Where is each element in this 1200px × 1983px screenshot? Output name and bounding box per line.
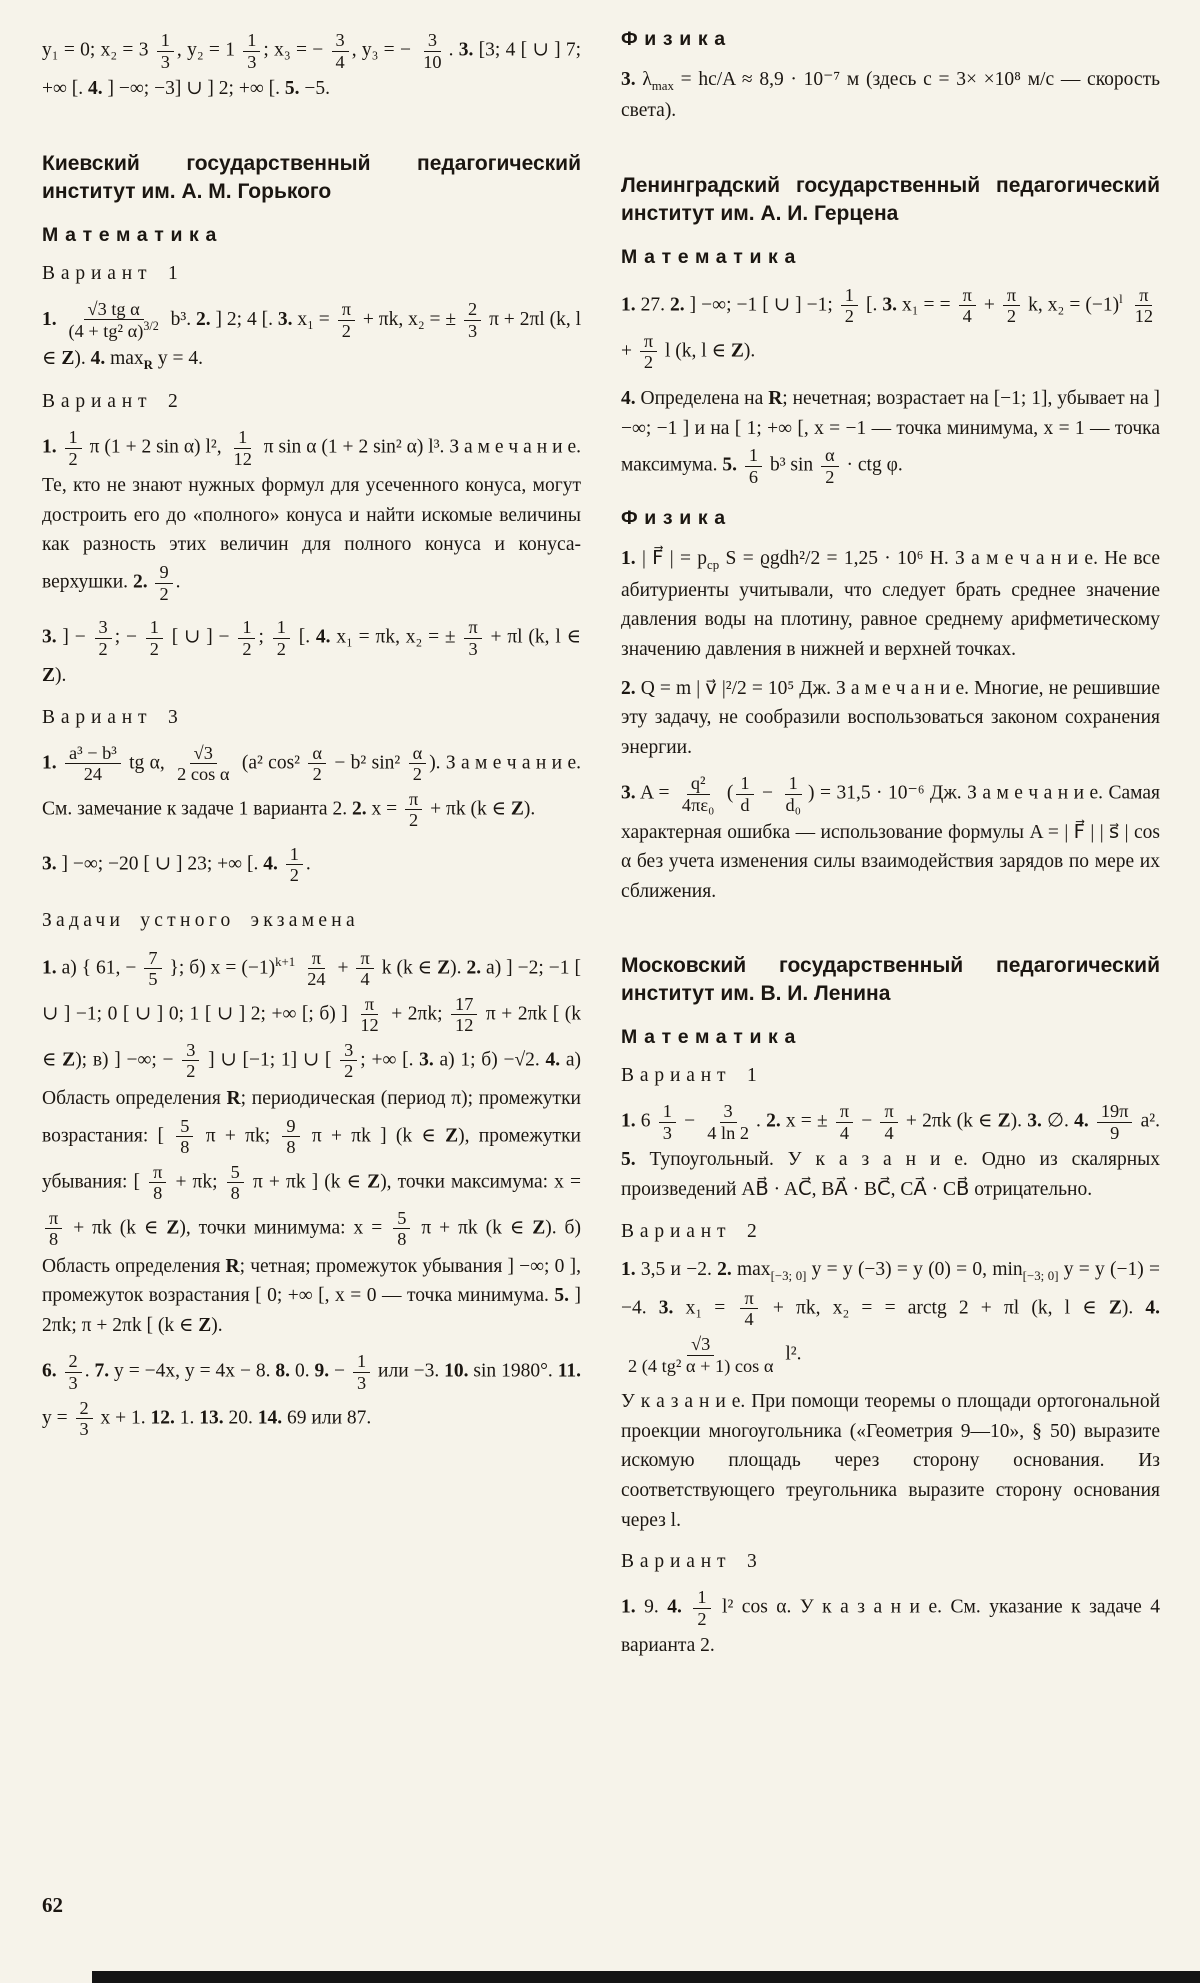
moscow-variant-1-answers: 1. 6 $\frac{1}{3}$ − $\frac{3}{4 \ln 2}$ . 2. x = ± $\frac{\pi}{4}$ − $\frac{\pi}{4}$ + 2πk (k ∈ Z). 3. ∅. 4. $\frac{19\pi}{9}$ a². 5. Тупоугольный. У к а з а н и е. Одно из скалярных произведений AB⃗ · AC⃗, BA⃗ · BC⃗, CA⃗ · CB⃗ отрицательно. xyxy=(621,1101,1161,1200)
variant-1-label: Вариант 1 xyxy=(621,1065,763,1087)
variant-2-answers: 1. $\frac{1}{2}$ π (1 + 2 sin α) l², $\frac{1}{12}$ π sin α (1 + 2 sin² α) l³. З а м е ч а н и е. Те, кто не знают нужных формул для усеченного конуса, могут достроить его до «полного» конуса и найти искомые величины как разность этих величин для полного конуса и конуса-верхушки. 2. $\frac{9}{2}$ . xyxy=(42,427,581,604)
variant-3-label: Вариант 3 xyxy=(42,706,184,728)
institute-heading-moscow: Московский государственный педагогический институт им. В. И. Ленина xyxy=(621,954,1160,1006)
oral-exam-heading: Задачи устного экзамена xyxy=(42,909,359,931)
variant-1-label: Вариант 1 xyxy=(42,262,184,284)
oral-exam-answers-continued: 6. $\frac{2}{3}$ . 7. y = −4x, y = 4x − 8. 8. 0. 9. − $\frac{1}{3}$ или −3. 10. sin 1980°. 11. y = $\frac{2}{3}$ x + 1. 12. 1. 13. 20. 14. 69 или 87. xyxy=(42,1351,581,1440)
institute-heading-kiev: Киевский государственный педагогический институт им. А. М. Горького xyxy=(42,151,581,203)
institute-heading-leningrad: Ленинградский государственный педагогический институт им. А. И. Герцена xyxy=(621,174,1160,225)
leningrad-math-answers: 1. 27. 2. ] −∞; −1 [ ∪ ] −1; $\frac{1}{2}$ [. 3. x₁ = = $\frac{\pi}{4}$ + $\frac{\pi}{2}$ k, $x_2 = (-1)^l$ $\frac{\pi}{12}$ + $\frac{\pi}{2}$ l (k, l ∈ Z). xyxy=(621,284,1154,373)
subject-label-physics: Физика xyxy=(621,507,732,530)
variant-2-label: Вариант 2 xyxy=(42,391,184,413)
moscow-variant-3-answers: 1. 9. 4. $\frac{1}{2}$ l² cos α. У к а з а н и е. См. указание к задаче 4 варианта 2. xyxy=(621,1587,1161,1657)
page-number: 62 xyxy=(42,1893,63,1917)
moscow-variant-2-answers: 1. 3,5 и −2. 2. $\max_{[-3; 0]} y = y$ (−3) = y (0) = 0, $\min_{[-3; 0]} y = y$ (−1) = −4. 3. x₁ = $\frac{\pi}{4}$ + πk, x₂ = = arctg 2 + πl (k, l ∈ Z). 4. $\frac{√3}{\text{2 (4 tg² α + 1) cos α}}$ l². xyxy=(621,1258,1161,1376)
variant-2-answers-continued: 3. ] − $\frac{3}{2}$ ; − $\frac{1}{2}$ [ ∪ ] − $\frac{1}{2}$ ; $\frac{1}{2}$ [. 4. x₁ = πk, x₂ = ± $\frac{\pi}{3}$ + πl (k, l ∈ Z). xyxy=(42,617,581,687)
scan-edge-artifact xyxy=(92,1971,1200,1983)
variant-3-label: Вариант 3 xyxy=(621,1551,763,1573)
variant-1-answers: 1. $\frac{\text{√3 tg α}}{(4 + tg^2 \alpha)^{3/2}}$ b³. 2. ] 2; 4 [. 3. x₁ = $\frac{\pi}{2}$ + πk, x₂ = ± $\frac{2}{3}$ π + 2πl (k, l ∈ Z). 4. $\max_R y = 4$. xyxy=(42,298,582,372)
left-column xyxy=(42,28,581,1670)
subject-label-mathematics: Математика xyxy=(42,223,223,246)
moscow-variant-2-note: У к а з а н и е. При помощи теоремы о площади ортогональной проекции многоугольника («Геометрия 9—10», § 50) выразите искомую площадь через сторону основания. Из соответствующего треугольника выразите сторону основания через l. xyxy=(621,1391,1160,1531)
oral-exam-answers: 1. а) { 61, − $\frac{7}{5}$ }; б) $x = (-1)^{k+1}$ $\frac{\pi}{24}$ + $\frac{\pi}{4}$ k (k ∈ Z). 2. а) ] −2; −1 [ ∪ ] −1; 0 [ ∪ ] 0; 1 [ ∪ ] 2; +∞ [; б) ] $\frac{\pi}{12}$ + 2πk; $\frac{17}{12}$ π + 2πk [ (k ∈ Z); в) ] −∞; − $\frac{3}{2}$ ] ∪ [−1; 1] ∪ [ $\frac{3}{2}$ ; +∞ [. 3. а) 1; б) −√2. 4. а) Область определения R; периодическая (период π); промежутки возрастания: [ $\frac{5}{8}$ π + πk; $\frac{9}{8}$ π + πk ] (k ∈ Z), промежутки убывания: [ $\frac{\pi}{8}$ + πk; $\frac{5}{8}$ π + πk ] (k ∈ Z), точки максимума: x = $\frac{\pi}{8}$ + πk (k ∈ Z), точки минимума: x = $\frac{5}{8}$ π + πk (k ∈ Z). б) Область определения R; четная; промежуток убывания ] −∞; 0 ], промежуток возрастания [ 0; +∞ [, x = 0 — точка минимума. 5. ] 2πk; π + 2πk [ (k ∈ Z). xyxy=(42,947,582,1336)
leningrad-physics-answer-2: 2. Q = m | v⃗ |²/2 = 10⁵ Дж. З а м е ч а н и е. Многие, не решившие эту задачу, не сообразили воспользоваться законом сохранения энергии. xyxy=(621,677,1160,758)
leningrad-physics-answer-1: 1. | F⃗ | = $p_{ср}$ S = ϱgdh²/2 = 1,25 · 10⁶ Н. З а м е ч а н и е. Не все абитуриенты учитывали, что следует брать среднее значение давления воды на плотину, равное среднему арифметическому значению давления в нижней и верхней точках. xyxy=(621,548,1160,660)
leningrad-math-answers-continued: 4. Определена на R; нечетная; возрастает на [−1; 1], убывает на ] −∞; −1 ] и на [ 1; +∞ [, x = −1 — точка минимума, x = 1 — точка максимума. 5. $\frac{1}{6}$ b³ sin $\frac{\alpha}{2}$ · ctg φ. xyxy=(621,387,1161,487)
variant-3-answers-continued: 3. ] −∞; −20 [ ∪ ] 23; +∞ [. 4. $\frac{1}{2}$ . xyxy=(42,843,311,886)
leningrad-physics-answer-3: 3. A = $\frac{\text{q²}}{\text{4πε₀}}$ ( $\frac{1}{d}$ − $\frac{1}{\text{d₀}}$ ) = 31,5 · 10⁻⁶ Дж. З а м е ч а н и е. Самая характерная ошибка — использование формулы A = | F⃗ | | s⃗ | cos α без учета изменения силы взаимодействия зарядов по мере их сближения. xyxy=(621,773,1161,902)
subject-label-mathematics: Математика xyxy=(621,1026,802,1049)
subject-label-mathematics: Математика xyxy=(621,245,802,268)
subject-label-physics: Физика xyxy=(621,28,732,50)
physics-answers-continuation: 3. $\lambda_{max} = hc/A \approx 8,9 \cdot 10^{-7}$ м (здесь c = 3× ×10⁸ м/с — скорость света). xyxy=(621,69,1160,122)
right-column xyxy=(621,28,1160,1670)
variant-2-label: Вариант 2 xyxy=(621,1220,763,1242)
answers-continuation: y₁ = 0; x₂ = 3 $\frac{1}{3}$ , y₂ = 1 $\frac{1}{3}$ ; x₃ = − $\frac{3}{4}$ , y₃ = − $\frac{3}{10}$ . 3. [3; 4 [ ∪ ] 7; +∞ [. 4. ] −∞; −3] ∪ ] 2; +∞ [. 5. −5. xyxy=(42,30,582,100)
variant-3-answers: 1. $\frac{\text{a³ − b³}}{24}$ tg α, $\frac{√3}{\text{2 cos α}}$ (a² cos² $\frac{\alpha}{2}$ − b² sin² $\frac{\alpha}{2}$ ). З а м е ч а н и е. См. замечание к задаче 1 варианта 2. 2. x = $\frac{\pi}{2}$ + πk (k ∈ Z). xyxy=(42,742,581,831)
